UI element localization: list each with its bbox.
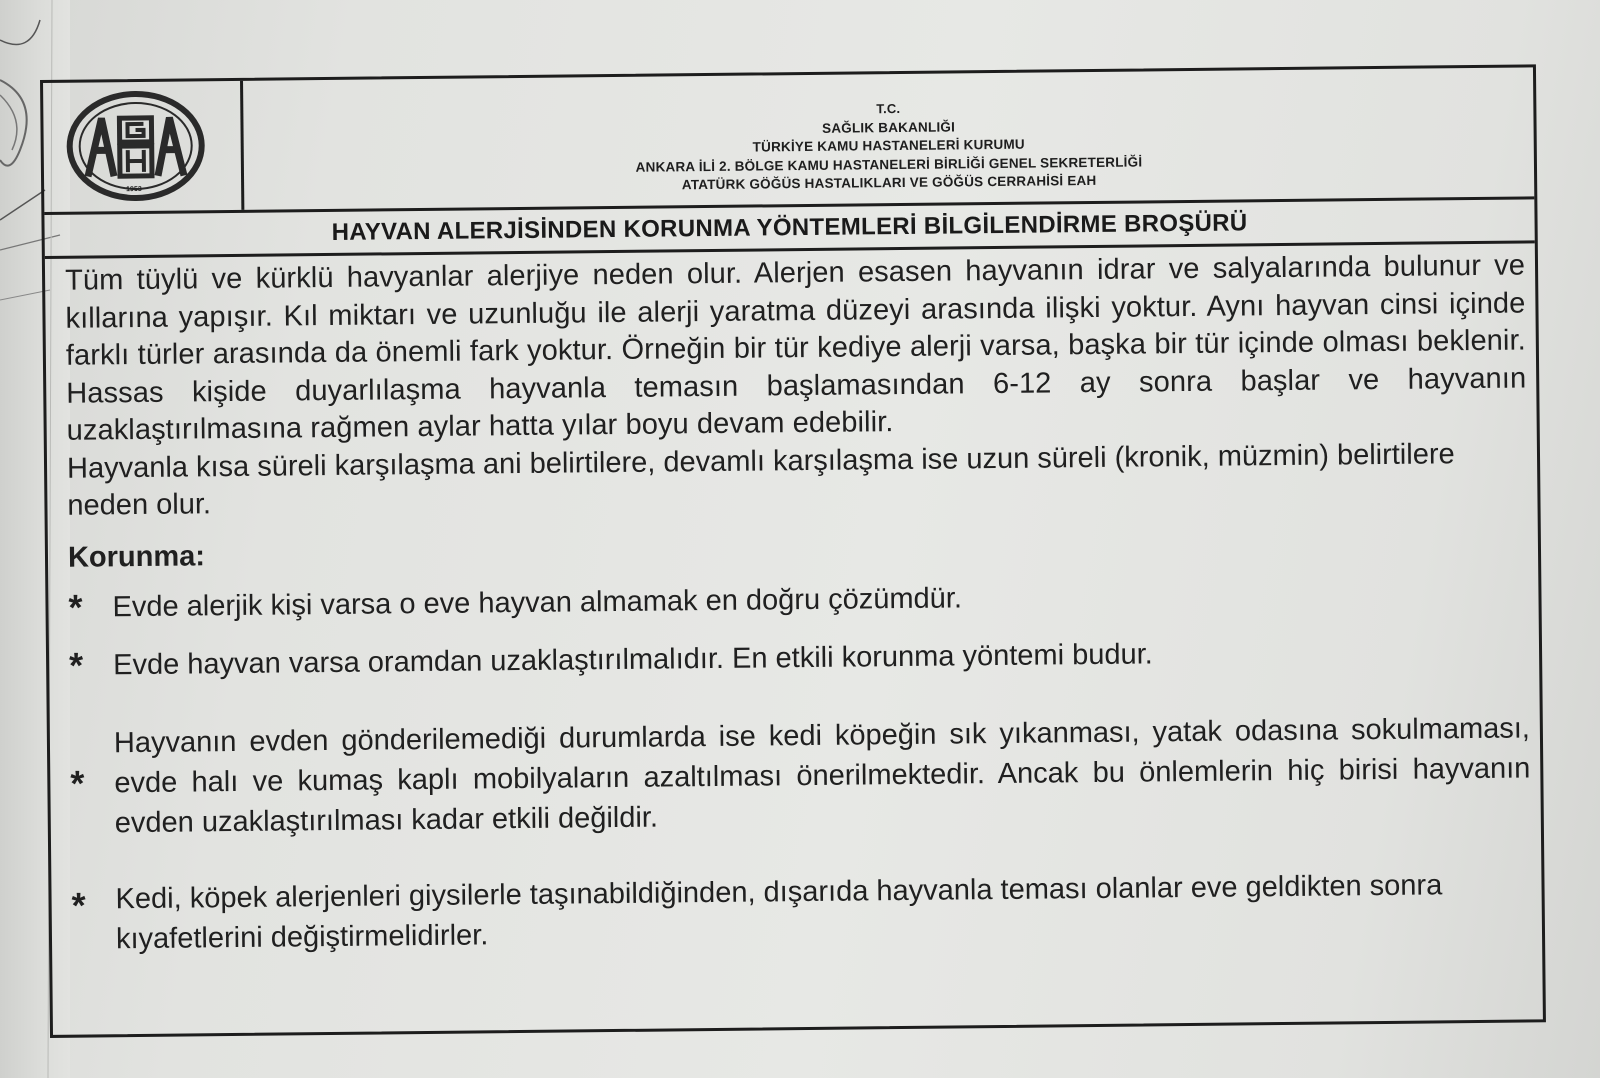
org-line-ministry: SAĞLIK BAKANLIĞI [821,118,956,136]
brochure-title: HAYVAN ALERJİSİNDEN KORUNMA YÖNTEMLERİ BİLGİLENDİRME BROŞÜRÜ [44,199,1534,259]
intro-paragraph: Tüm tüylü ve kürklü havyanlar alerjiye neden olur. Alerjen esasen hayvanın idrar ve salyalarında bulunur ve kıllarına yapışır. Kıl miktarı ve uzunluğu ile alerji yaratma düzeyi arasında ilişki yoktur. Aynı hayvan cinsi içinde farklı türler arasında da önemli fark yoktur. Örneğin bir tür kediye alerji varsa, başka bir tür içinde olması beklenir. Hassas kişide duyarlılaşma hayvanla temasın başlamasından 6-12 ay sonra başlar ve hayvanın uzaklaştırılmasına rağmen aylar hatta yılar boyu devam edebilir. [64,249,1527,447]
bullet-item [70,708,1531,843]
org-line-hospital: ATATÜRK GÖĞÜS HASTALIKLARI VE GÖĞÜS CERRAHİSİ EAH [681,172,1097,193]
bullet-item [69,630,1529,685]
brochure-frame [40,64,1546,1038]
second-paragraph: Hayvanla kısa süreli karşılaşma ani belirtilere, devamlı karşılaşma ise uzun süreli (kronik, müzmin) belirtilere neden olur. [66,437,1455,522]
section-title-korunma: Korunma: [67,539,206,574]
bullet-text: Hayvanın evden gönderilemediği durumlarda ise kedi köpeğin sık yıkanması, yatak odasına sokulmaması, evde halı ve kumaş kaplı mobilyaların azaltılması önerilmektedir. Ancak bu önlemlerin hiç birisi hayvanın evden uzaklaştırılması kadar etkili değildir. [113,711,1531,839]
organization-header [243,93,1534,199]
logo-cell [43,81,244,212]
logo-year: 1953 [126,185,142,194]
bullet-item [68,572,1528,627]
asterisk-bullet-icon: * [68,644,84,686]
header-row [43,67,1534,215]
bullet-item [71,864,1532,959]
asterisk-bullet-icon: * [68,586,83,628]
asterisk-bullet-icon: * [71,884,86,926]
bullet-text: Kedi, köpek alerjenleri giysilerle taşınabildiğinden, dışarıda hayvanla teması olanlar eve geldikten sonra kıyafetlerini değiştirmelidirler. [115,868,1443,955]
org-line-secretariat: ANKARA İLİ 2. BÖLGE KAMU HASTANELERİ BİRLİĞİ GENEL SEKRETERLİĞİ [635,153,1143,175]
org-line-tc: T.C. [876,100,901,117]
bullet-text: Evde alerjik kişi varsa o eve hayvan almamak en doğru çözümdür. [112,581,963,623]
org-line-institution: TÜRKİYE KAMU HASTANELERİ KURUMU [752,136,1025,155]
asterisk-bullet-icon: * [70,762,85,804]
brochure-content [65,247,1532,959]
bullet-text: Evde hayvan varsa oramdan uzaklaştırılmalıdır. En etkili korunma yöntemi budur. [112,637,1153,681]
